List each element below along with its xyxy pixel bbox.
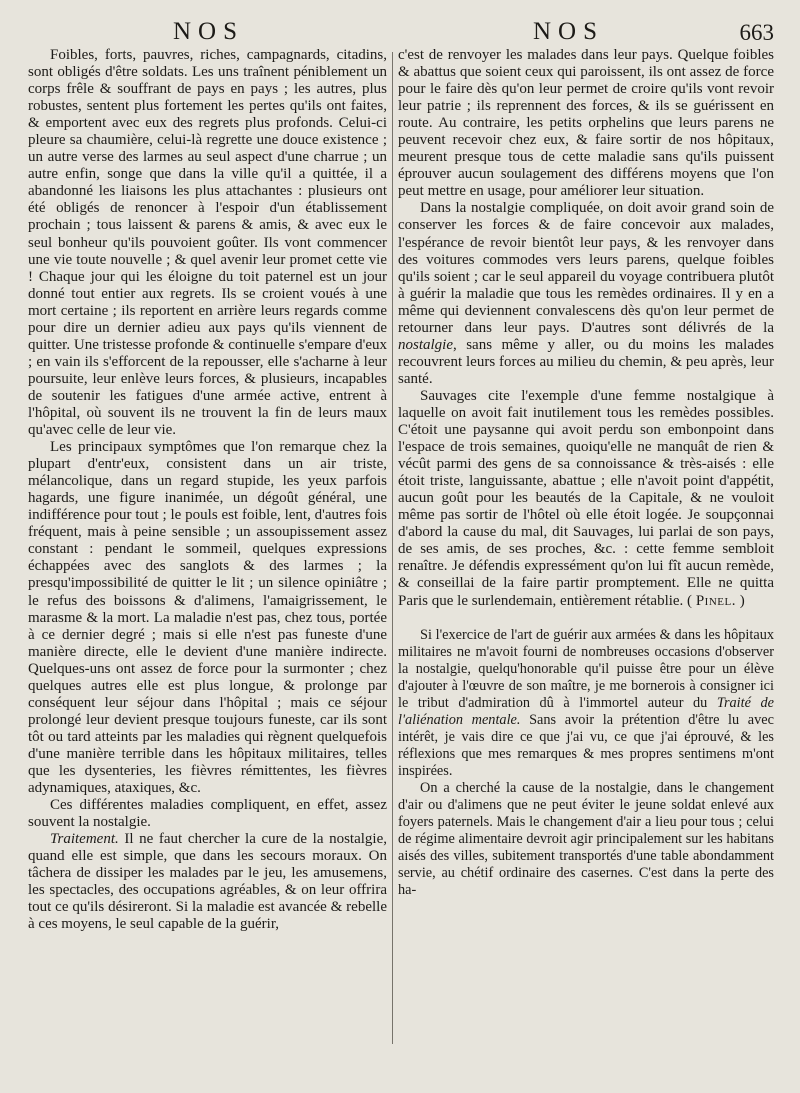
paragraph-causes: On a cherché la cause de la nostalgie, dans le changement d'air ou d'alimens que ne peut éviter le jeune soldat enlevé aux foyers paternels. Mais le changement d'air a lieu pour tous ; celui de régime alimentaire devroit agir principalement sur les habitans aisés des villes, subitement transportés d'une table abondamment servie, au chétif ordinaire des casernes. C'est dans la perte des ha- xyxy=(398,779,774,899)
paragraph-treatment xyxy=(28,831,387,933)
author-citation: Pinel. xyxy=(695,592,736,609)
header-left-word: NOS xyxy=(173,18,245,45)
paragraph-return-home: c'est de renvoyer les malades dans leur pays. Quelque foibles & abattus que soient ceux qui paroissent, ils ont assez de force pour le faire dès qu'on leur permet de croire qu'ils vont revoir leur patrie ; ils reprennent des forces, & ils se guérissent en route. Au contraire, les petits orphelins que leurs parens ne peuvent recevoir chez eux, & faire sortir de nos hôpitaux, meurent presque tous de cette maladie sans qu'ils puissent éprouver aucun soulagement des différens moyens que l'on peut mettre en usage, pour améliorer leur situation. xyxy=(398,47,774,200)
sauvages-text: Sauvages cite l'exemple d'une femme nostalgique à laquelle on avoit fait inutilement tous les remèdes possibles. C'étoit une paysanne qui avoit perdu son embonpoint dans l'espace de trois semaines, quoiqu'elle ne manquât de rien & vécût parmi des gens de sa connoissance & très-aisés : elle étoit triste, languissante, abattue ; elle n'avoit point d'appétit, aucun goût pour les beautés de la Capitale, & ne vouloit même pas sortir de l'hôtel où elle étoit logée. Je soupçonnai d'abord la cause du mal, dit Sauvages, lui parlai de son pays, de ses amis, de ses proches, &c. : cette femme sembloit renaître. Je défendis expressément qu'on lui fît aucun remède, & conseillai de la faire partir promptement. Elle ne quitta Paris que le surlendemain, entièrement rétablie. ( xyxy=(398,387,774,609)
paragraph-sauvages-example xyxy=(398,388,774,610)
paragraph-symptoms: Les principaux symptômes que l'on remarque chez la plupart d'entr'eux, consistent dans un air triste, mélancolique, dans un regard stupide, les yeux parfois hagards, une figure inanimée, un dégoût général, une indifférence pour tout ; le pouls est foible, lent, d'autres fois fréquent, mais à peine sensible ; un assoupissement assez constant : pendant le sommeil, quelques expressions échappées avec des sanglots & des larmes ; la presqu'impossibilité de quitter le lit ; un silence opiniâtre ; le refus des boissons & d'alimens, l'amaigrissement, le marasme & la mort. La maladie n'est pas, chez tous, portée à ce dernier degré ; mais si elle n'est pas funeste d'une manière directe, elle le devient d'une manière indirecte. Quelques-uns ont assez de force pour la surmonter ; chez quelques autres elle est plus longue, & prolonge par conséquent leur séjour dans l'hôpital ; mais ce séjour prolongé leur devient presque toujours funeste, car ils sont tôt ou tard atteints par les maladies qui règnent quelquefois d'une manière terrible dans les hôpitaux militaires, telles que les dysenteries, les fièvres rémittentes, les fièvres adynamiques, ataxiques, &c. xyxy=(28,439,387,797)
author-note-text-b: Sans avoir la prétention d'être lu avec intérêt, je vais dire ce que j'ai vu, ce que j'ai éprouvé, & les réflexions que mes remarques & mes propres sentimens m'ont inspirées. xyxy=(398,711,774,779)
column-divider xyxy=(392,52,393,1044)
complicated-text-a: Dans la nostalgie compliquée, on doit avoir grand soin de conserver les forces & de faire concevoir aux malades, l'espérance de revoir bientôt leur pays, & les renvoyer dans des voitures commodes vers leurs parens, quelque foibles qu'ils soient ; car le seul appareil du voyage contribuera plutôt à guérir la maladie que tous les remèdes ordinaires. Il y en a même qui deviennent convalescens dès qu'on leur permet de retourner dans leur pays. D'autres sont délivrés de la xyxy=(398,200,774,336)
author-note-text-a: Si l'exercice de l'art de guérir aux armées & dans les hôpitaux militaires ne m'avoit fourni de nombreuses occasions d'observer la nostalgie, quelqu'honorable qu'il puisse être pour un élève d'ajouter à l'œuvre de son maître, je me bornerois à consigner ici le tribut d'admiration dû à l'immortel auteur du xyxy=(398,626,774,711)
page-number: 663 xyxy=(739,20,774,45)
left-column xyxy=(28,47,387,933)
nostalgie-italic: nostalgie xyxy=(398,336,453,353)
running-header xyxy=(0,18,800,48)
header-right-word: NOS xyxy=(533,18,605,45)
treatment-label: Traitement. xyxy=(50,831,119,848)
paragraph-soldiers: Foibles, forts, pauvres, riches, campagnards, citadins, sont obligés d'être soldats. Les uns traînent péniblement un corps frêle & souffrant de pays en pays ; les autres, plus robustes, sentent plus fortement les pertes qu'ils ont faites, & emportent avec eux des regrets plus profonds. Celui-ci pleure sa chaumière, celui-là regrette une douce existence ; un autre verse des larmes au seul aspect d'une charrue ; un autre enfin, songe que dans la ville qu'il a quittée, il a abandonné les liaisons les plus attachantes : plusieurs ont été obligés de renoncer à l'espoir d'un établissement prochain ; tous laissent & parens & amis, & avec eux le seul bonheur qu'ils pouvoient goûter. Ils vont commencer une vie toute nouvelle ; & quel avenir leur promet cette vie ! Chaque jour qui les éloigne du toit paternel est un jour donné tout entier aux regrets. Ils se croient voués à une mort certaine ; ils reportent en arrière leurs regards comme pour dire un dernier adieu aux pays qu'ils viennent de quitter. Une tristesse profonde & continuelle s'empare d'eux ; en vain ils s'efforcent de la repousser, elle s'acharne à leur poursuite, leur enlève leurs forces, & plusieurs, incapables de soutenir les fatigues d'une armée active, entrent à l'hôpital, où souvent ils ne trouvent la fin de leurs maux qu'avec celle de leur vie. xyxy=(28,47,387,439)
treatise-title: Traité de l'aliénation mentale. xyxy=(398,694,775,728)
citation-close: ) xyxy=(735,592,745,609)
paragraph-author-note xyxy=(398,627,774,780)
right-column xyxy=(398,47,774,899)
treatment-text: Il ne faut chercher la cure de la nostalgie, quand elle est simple, que dans les secours moraux. On tâchera de dissiper les malades par le jeu, les amusemens, les spectacles, des occupations agréables, & on leur offrira tout ce qu'ils désireront. Si la maladie est avancée & rebelle à ces moyens, le seul capable de la guérir, xyxy=(28,831,387,933)
complicated-text-b: , sans même y aller, ou du moins les malades recouvrent leurs forces au milieu du chemin, & peu après, leur santé. xyxy=(398,336,774,387)
paragraph-complicated-nostalgia xyxy=(398,200,774,388)
paragraph-complications: Ces différentes maladies compliquent, en effet, assez souvent la nostalgie. xyxy=(28,797,387,831)
